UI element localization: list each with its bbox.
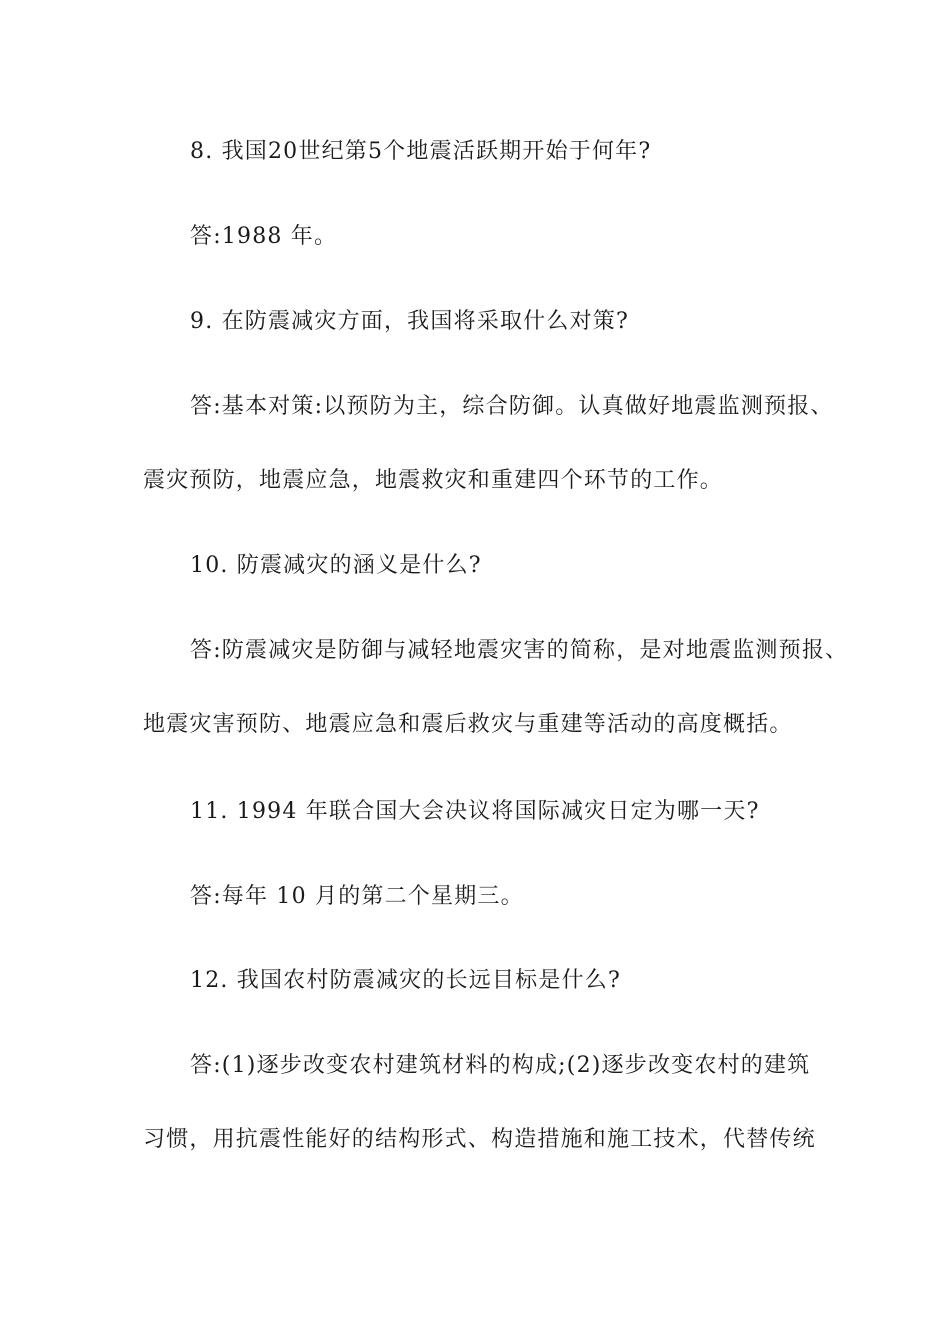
answer-10-line-1: 答:防震减灾是防御与减轻地震灾害的简称，是对地震监测预报、 [190,638,849,663]
question-9: 9. 在防震减灾方面，我国将采取什么对策? [190,309,629,334]
answer-8: 答:1988 年。 [190,224,338,249]
question-11: 11. 1994 年联合国大会决议将国际减灾日定为哪一天? [190,799,760,824]
answer-12-line-2: 习惯，用抗震性能好的结构形式、构造措施和施工技术，代替传统 [143,1127,816,1152]
answer-12-line-1: 答:(1)逐步改变农村建筑材料的构成;(2)逐步改变农村的建筑 [190,1053,811,1078]
answer-9-line-2: 震灾预防，地震应急，地震救灾和重建四个环节的工作。 [143,468,724,493]
answer-10-line-2: 地震灾害预防、地震应急和震后救灾与重建等活动的高度概括。 [143,712,793,737]
answer-9-line-1: 答:基本对策:以预防为主，综合防御。认真做好地震监测预报、 [190,394,834,419]
question-8: 8. 我国20世纪第5个地震活跃期开始于何年? [190,139,652,164]
answer-11: 答:每年 10 月的第二个星期三。 [190,884,524,909]
question-10: 10. 防震减灾的涵义是什么? [190,553,482,578]
question-12: 12. 我国农村防震减灾的长远目标是什么? [190,968,621,993]
